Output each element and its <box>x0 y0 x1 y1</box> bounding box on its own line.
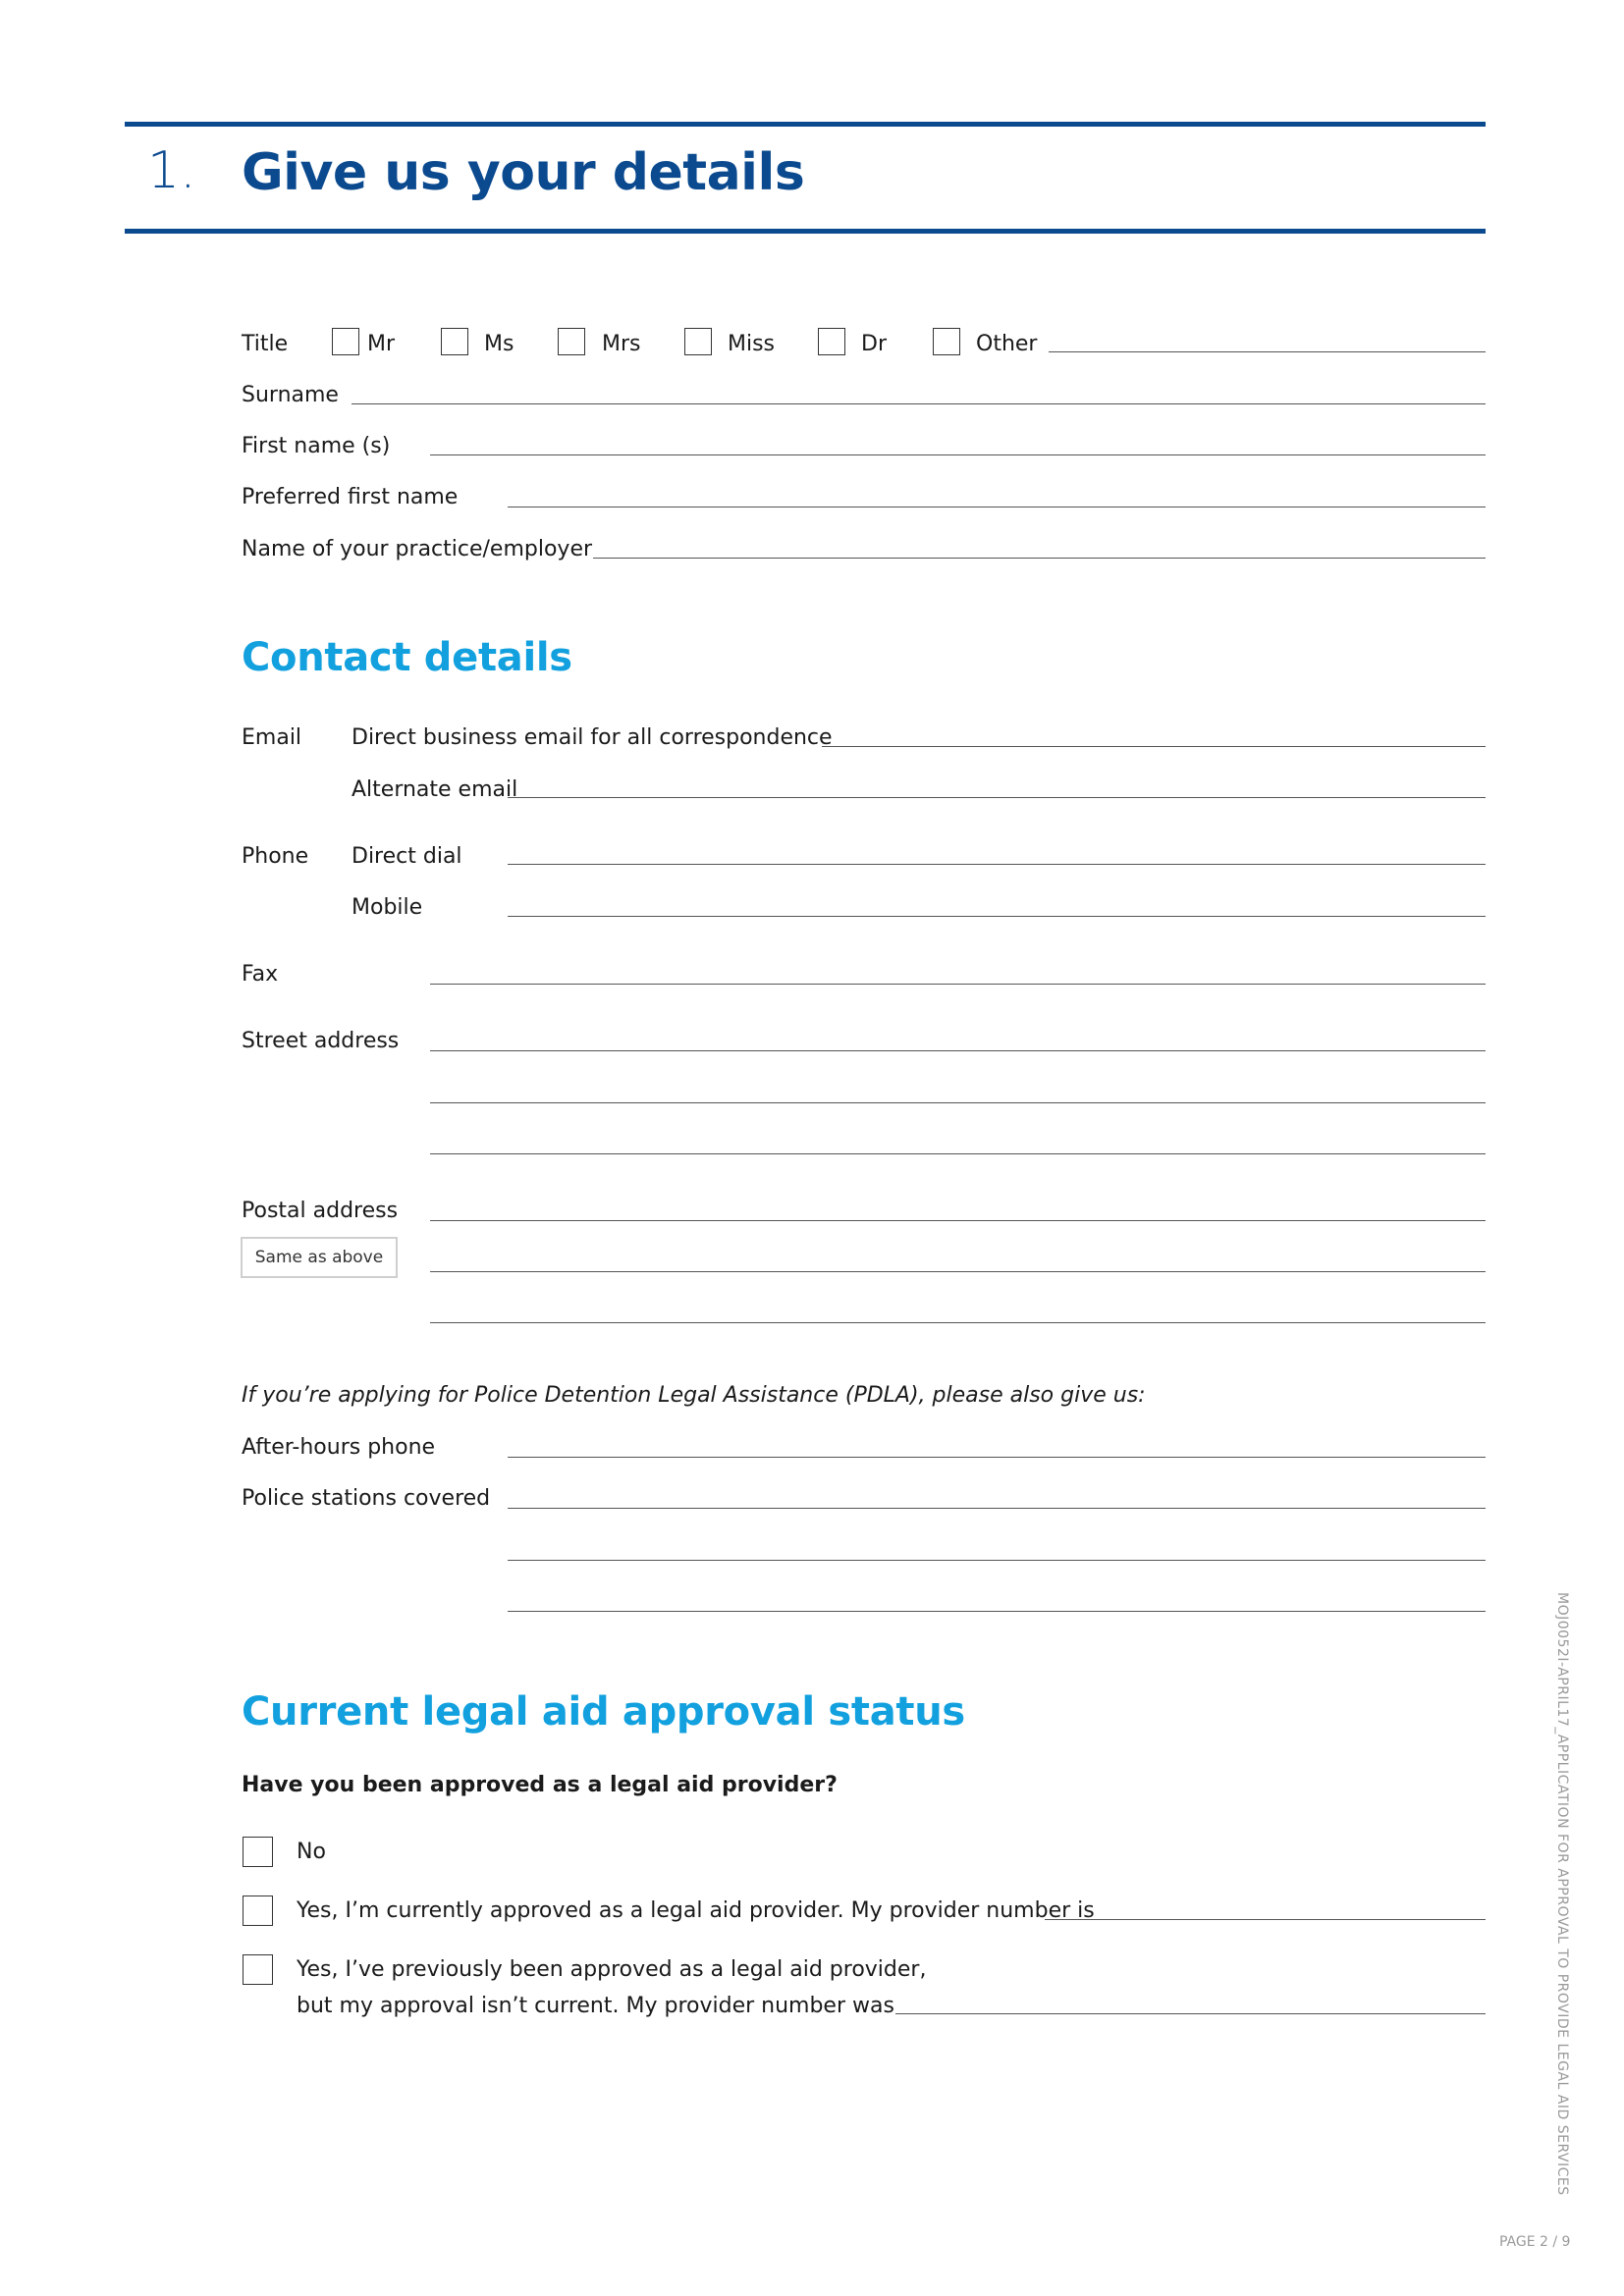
postal-address-field-2[interactable] <box>430 1271 1486 1272</box>
approval-previous-label-line1: Yes, I’ve previously been approved as a legal aid provider, <box>297 1957 927 1982</box>
police-stations-label: Police stations covered <box>242 1486 491 1511</box>
phone-mobile-field[interactable] <box>508 916 1486 917</box>
street-address-field-1[interactable] <box>430 1050 1486 1051</box>
fax-field[interactable] <box>430 984 1486 985</box>
title-other-label: Other <box>976 332 1038 356</box>
phone-label: Phone <box>242 844 309 869</box>
previous-provider-number-field[interactable] <box>895 2013 1486 2014</box>
after-hours-phone-field[interactable] <box>508 1457 1486 1458</box>
title-mrs-label: Mrs <box>602 332 641 356</box>
practice-employer-field[interactable] <box>593 558 1486 559</box>
police-stations-field-1[interactable] <box>508 1508 1486 1509</box>
title-mrs-checkbox[interactable] <box>558 328 585 355</box>
section-title: Give us your details <box>242 143 805 202</box>
first-names-field[interactable] <box>430 454 1486 455</box>
title-dr-checkbox[interactable] <box>818 328 845 355</box>
approval-question: Have you been approved as a legal aid provider? <box>242 1773 838 1797</box>
police-stations-field-2[interactable] <box>508 1560 1486 1561</box>
same-as-above-button[interactable]: Same as above <box>241 1237 398 1278</box>
email-label: Email <box>242 725 302 750</box>
first-names-label: First name (s) <box>242 434 391 458</box>
phone-direct-field[interactable] <box>508 864 1486 865</box>
section-number: 1. <box>147 141 196 200</box>
after-hours-phone-label: After-hours phone <box>242 1435 436 1460</box>
preferred-first-name-label: Preferred first name <box>242 485 459 509</box>
postal-address-field-1[interactable] <box>430 1220 1486 1221</box>
page-number: PAGE 2 / 9 <box>1499 2234 1571 2250</box>
email-alternate-field[interactable] <box>508 797 1486 798</box>
pdla-intro: If you’re applying for Police Detention Legal Assistance (PDLA), please also give us: <box>242 1383 1146 1408</box>
approval-current-label: Yes, I’m currently approved as a legal aid provider. My provider number is <box>297 1898 1095 1923</box>
phone-mobile-label: Mobile <box>352 895 423 920</box>
current-provider-number-field[interactable] <box>1045 1919 1486 1920</box>
approval-no-label: No <box>297 1840 326 1864</box>
email-direct-label: Direct business email for all correspondence <box>352 725 833 750</box>
approval-current-checkbox[interactable] <box>243 1896 273 1926</box>
postal-address-label: Postal address <box>242 1199 399 1223</box>
title-miss-label: Miss <box>728 332 776 356</box>
surname-label: Surname <box>242 383 339 407</box>
form-reference-code: MOJ0052I-APRIL17_APPLICATION FOR APPROVAL TO PROVIDE LEGAL AID SERVICES <box>1554 1592 1570 2196</box>
phone-direct-label: Direct dial <box>352 844 462 869</box>
title-ms-label: Ms <box>484 332 514 356</box>
approval-no-checkbox[interactable] <box>243 1837 273 1867</box>
title-other-checkbox[interactable] <box>933 328 960 355</box>
approval-previous-checkbox[interactable] <box>243 1954 273 1985</box>
contact-details-heading: Contact details <box>242 635 572 680</box>
title-mr-checkbox[interactable] <box>332 328 359 355</box>
approval-previous-label-line2: but my approval isn’t current. My provider number was <box>297 1994 894 2018</box>
street-address-label: Street address <box>242 1029 400 1053</box>
title-dr-label: Dr <box>861 332 887 356</box>
title-other-field[interactable] <box>1049 351 1486 352</box>
approval-status-heading: Current legal aid approval status <box>242 1689 965 1735</box>
street-address-field-3[interactable] <box>430 1153 1486 1154</box>
postal-address-field-3[interactable] <box>430 1322 1486 1323</box>
email-direct-field[interactable] <box>822 746 1486 747</box>
title-ms-checkbox[interactable] <box>441 328 468 355</box>
fax-label: Fax <box>242 962 279 987</box>
police-stations-field-3[interactable] <box>508 1611 1486 1612</box>
title-label: Title <box>242 332 289 356</box>
title-mr-label: Mr <box>367 332 396 356</box>
practice-employer-label: Name of your practice/employer <box>242 537 593 561</box>
section-top-rule <box>125 122 1486 127</box>
email-alternate-label: Alternate email <box>352 777 518 802</box>
section-bottom-rule <box>125 229 1486 234</box>
street-address-field-2[interactable] <box>430 1102 1486 1103</box>
surname-field[interactable] <box>352 403 1486 404</box>
title-miss-checkbox[interactable] <box>684 328 712 355</box>
